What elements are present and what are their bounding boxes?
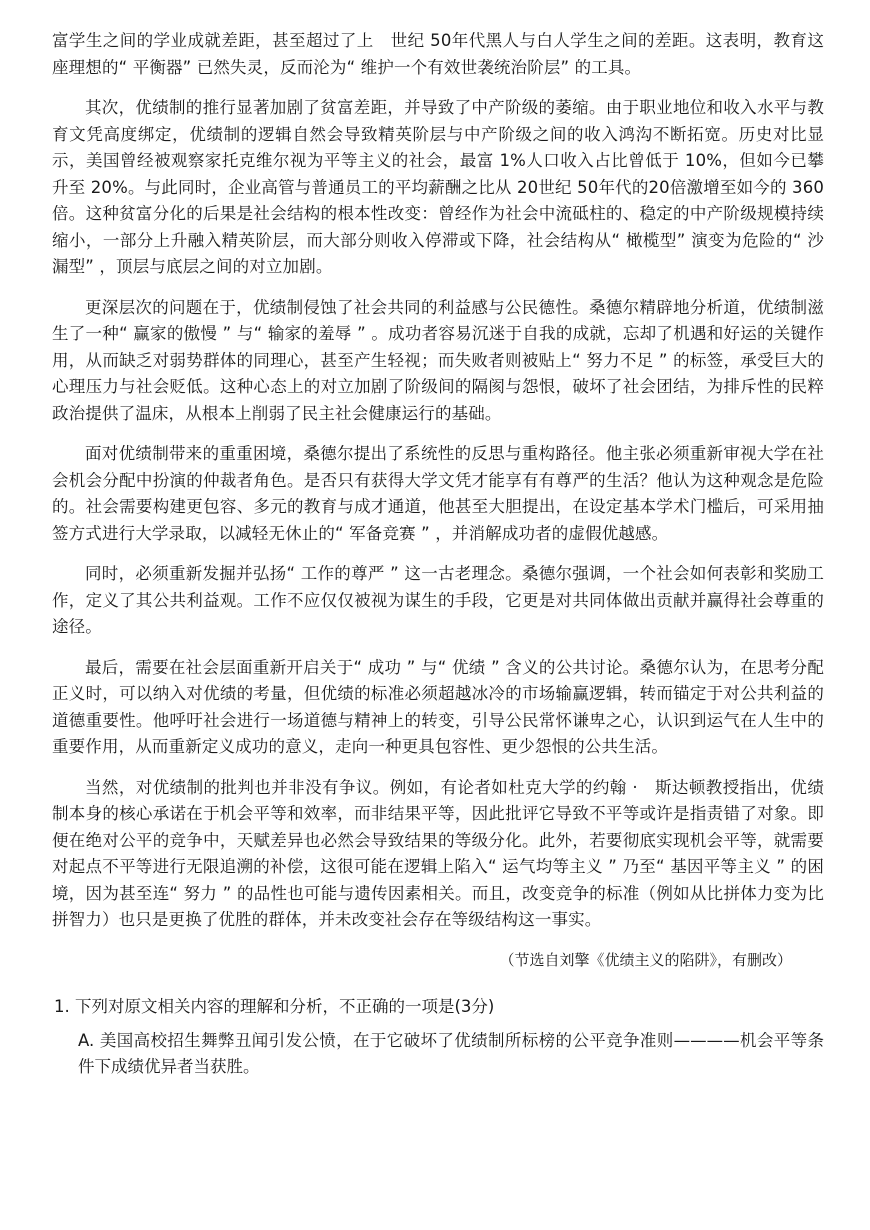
- question-block: [52, 994, 824, 1081]
- paragraph: 当然，对优绩制的批判也并非没有争议。例如，有论者如杜克大学的约翰 · 斯达顿教授指出，优绩制本身的核心承诺在于机会平等和效率，而非结果平等，因此批评它导致不平等或许是指责错了对象。即便在绝对公平的竞争中，天赋差异也必然会导致结果的等级分化。此外，若要彻底实现机会平等，就需要对起点不平等进行无限追溯的补偿，这很可能在逻辑上陷入“ 运气均等主义 ” 乃至“ 基因平等主义 ” 的困境，因为甚至连“ 努力 ” 的品性也可能与遗传因素相关。而且，改变竞争的标准（例如从比拼体力变为比拼智力）也只是更换了优胜的群体，并未改变社会存在等级结构这一事实。: [52, 777, 824, 929]
- paragraph: 更深层次的问题在于，优绩制侵蚀了社会共同的利益感与公民德性。桑德尔精辟地分析道，优绩制滋生了一种“ 赢家的傲慢 ” 与“ 输家的羞辱 ” 。成功者容易沉迷于自我的成就，忘却了机遇和好运的关键作用，从而缺乏对弱势群体的同理心，甚至产生轻视；而失败者则被贴上“ 努力不足 ” 的标签，承受巨大的心理压力与社会贬低。这种心态上的对立加剧了阶级间的隔阂与怨恨，破坏了社会团结，为排斥性的民粹政治提供了温床，从根本上削弱了民主社会健康运行的基础。: [52, 297, 824, 423]
- source-citation: （节选自刘擎《优绩主义的陷阱》，有删改）: [499, 950, 792, 969]
- question-stem: 1. 下列对原文相关内容的理解和分析，不正确的一项是(3分): [54, 996, 495, 1016]
- paragraph: 同时，必须重新发掘并弘扬“ 工作的尊严 ” 这一古老理念。桑德尔强调，一个社会如何表彰和奖励工作，定义了其公共利益观。工作不应仅仅被视为谋生的手段，它更是对共同体做出贡献并赢得社会尊重的途径。: [52, 564, 824, 636]
- paragraph: 其次，优绩制的推行显著加剧了贫富差距，并导致了中产阶级的萎缩。由于职业地位和收入水平与教育文凭高度绑定，优绩制的逻辑自然会导致精英阶层与中产阶级之间的收入鸿沟不断拓宽。历史对比显示，美国曾经被观察家托克维尔视为平等主义的社会，最富 1%人口收入占比曾低于 10%，但如今已攀升至 20%。与此同时，企业高管与普通员工的平均薪酬之比从 20世纪 50年代的20倍激增至如今的 360倍。这种贫富分化的后果是社会结构的根本性改变：曾经作为社会中流砥柱的、稳定的中产阶级规模持续缩小，一部分上升融入精英阶层，而大部分则收入停滞或下降，社会结构从“ 橄榄型” 演变为危险的“ 沙漏型” ，顶层与底层之间的对立加剧。: [52, 98, 824, 276]
- paragraph: 面对优绩制带来的重重困境，桑德尔提出了系统性的反思与重构路径。他主张必须重新审视大学在社会机会分配中扮演的仲裁者角色。是否只有获得大学文凭才能享有有尊严的生活？他认为这种观念是危险的。社会需要构建更包容、多元的教育与成才通道，他甚至大胆提出，在设定基本学术门槛后，可采用抽签方式进行大学录取，以减轻无休止的“ 军备竞赛 ” ，并消解成功者的虚假优越感。: [52, 444, 824, 543]
- paragraph: 富学生之间的学业成就差距，甚至超过了上 世纪 50年代黑人与白人学生之间的差距。这表明，教育这座理想的“ 平衡器” 已然失灵，反而沦为“ 维护一个有效世袭统治阶层” 的工具。: [52, 31, 824, 77]
- article-body: [52, 28, 824, 934]
- answer-option-a: A. 美国高校招生舞弊丑闻引发公愤，在于它破坏了优绩制所标榜的公平竞争准则————机会平等条件下成绩优异者当获胜。: [78, 1030, 824, 1076]
- paragraph: 最后，需要在社会层面重新开启关于“ 成功 ” 与“ 优绩 ” 含义的公共讨论。桑德尔认为，在思考分配正义时，可以纳入对优绩的考量，但优绩的标准必须超越冰冷的市场输赢逻辑，转而锚定于对公共利益的道德重要性。他呼吁社会进行一场道德与精神上的转变，引导公民常怀谦卑之心，认识到运气在人生中的重要作用，从而重新定义成功的意义，走向一种更具包容性、更少怨恨的公共生活。: [52, 657, 824, 756]
